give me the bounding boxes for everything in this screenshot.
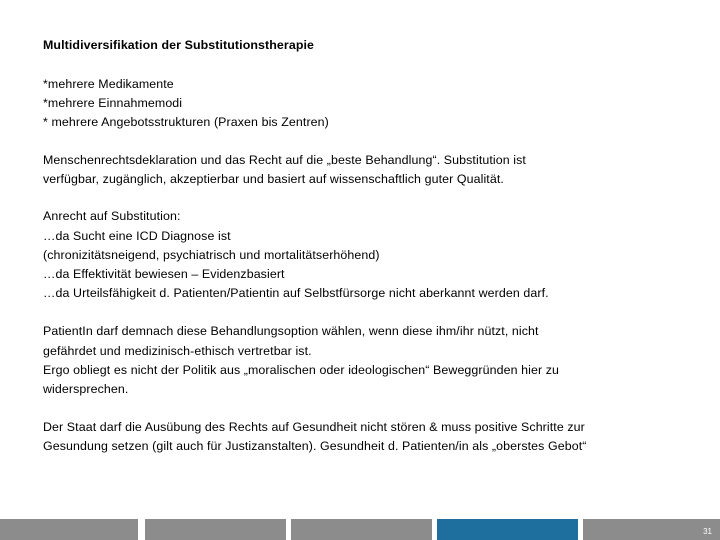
footer-bar	[0, 519, 720, 540]
paragraph-line: Ergo obliegt es nicht der Politik aus „moralischen oder ideologischen“ Beweggründen hier zu	[43, 362, 560, 377]
paragraph-line: PatientIn darf demnach diese Behandlungsoption wählen, wenn diese ihm/ihr nützt, nicht	[43, 324, 539, 339]
list-item: *mehrere Einnahmemodi	[43, 96, 183, 111]
paragraph-line: verfügbar, zugänglich, akzeptierbar und basiert auf wissenschaftlich guter Qualität.	[43, 171, 504, 186]
footer-segment	[291, 519, 432, 540]
paragraph-line: gefährdet und medizinisch-ethisch vertretbar ist.	[43, 343, 312, 358]
medication-list	[43, 75, 693, 133]
entitlement-item: …da Urteilsfähigkeit d. Patienten/Patientin auf Selbstfürsorge nicht aberkannt werden darf.	[43, 286, 549, 301]
entitlement-item: …da Effektivität bewiesen – Evidenzbasiert	[43, 267, 285, 282]
footer-segment-active	[437, 519, 578, 540]
entitlement-item: …da Sucht eine ICD Diagnose ist	[43, 228, 231, 243]
slide-title: Multidiversifikation der Substitutionstherapie	[43, 38, 315, 52]
list-item: *mehrere Medikamente	[43, 76, 174, 91]
entitlement-item: (chronizitätsneigend, psychiatrisch und mortalitätserhöhend)	[43, 247, 380, 262]
page-number: 31	[703, 527, 712, 536]
footer-segment	[0, 519, 138, 540]
state-paragraph	[43, 418, 693, 457]
entitlement-section	[43, 207, 693, 303]
human-rights-paragraph	[43, 151, 693, 190]
entitlement-heading: Anrecht auf Substitution:	[43, 209, 181, 224]
footer-segment	[145, 519, 286, 540]
paragraph-line: Der Staat darf die Ausübung des Rechts auf Gesundheit nicht stören & muss positive Schritte zur	[43, 419, 585, 434]
paragraph-line: Menschenrechtsdeklaration und das Recht auf die „beste Behandlung“. Substitution ist	[43, 152, 526, 167]
slide-content	[43, 36, 693, 457]
paragraph-line: Gesundung setzen (gilt auch für Justizanstalten). Gesundheit d. Patienten/in als „oberstes Gebot“	[43, 439, 587, 454]
footer-segment	[583, 519, 720, 540]
list-item: * mehrere Angebotsstrukturen (Praxen bis Zentren)	[43, 115, 329, 130]
paragraph-line: widersprechen.	[43, 382, 129, 397]
patient-paragraph	[43, 322, 693, 399]
